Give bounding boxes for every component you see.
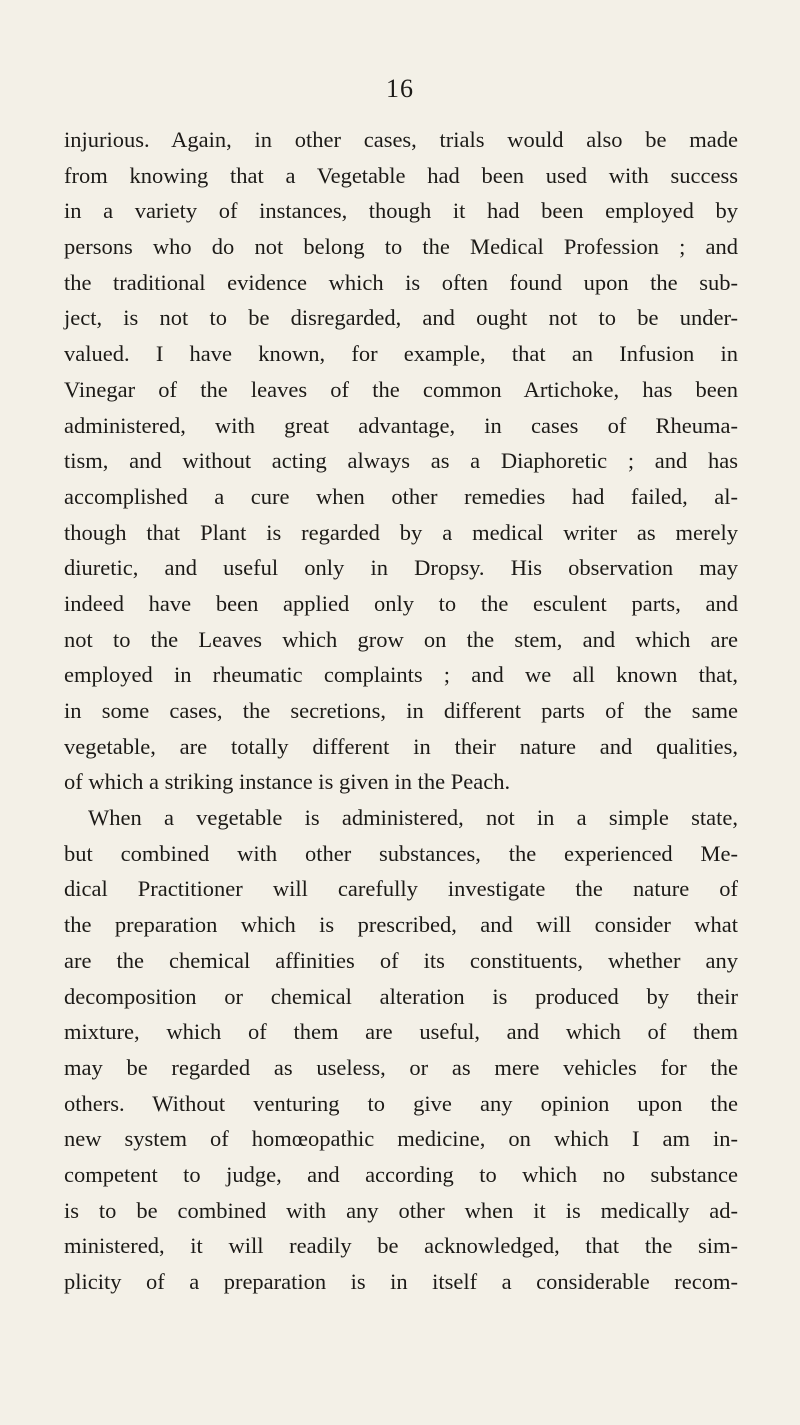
text-line: employed in rheumatic complaints ; and we all known that, [64,662,738,688]
text-line: though that Plant is regarded by a medical writer as merely [64,519,738,545]
text-line: is to be combined with any other when it is medically ad- [64,1197,738,1223]
text-line: decomposition or chemical alteration is produced by their [64,983,738,1009]
text-line: injurious. Again, in other cases, trials would also be made [64,127,738,152]
text-line: persons who do not belong to the Medical Profession ; and [64,234,738,260]
text-line: mixture, which of them are useful, and which of them [64,1019,738,1045]
page-number: 16 [386,74,414,103]
text-line: not to the Leaves which grow on the stem, and which are [64,626,738,652]
text-line: plicity of a preparation is in itself a considerable recom- [64,1269,738,1294]
text-line: Vinegar of the leaves of the common Artichoke, has been [64,376,738,402]
text-line: are the chemical affinities of its constituents, whether any [64,947,738,973]
text-line: dical Practitioner will carefully investigate the nature of [64,876,738,902]
text-line: ministered, it will readily be acknowledged, that the sim- [64,1233,738,1259]
text-line: may be regarded as useless, or as mere vehicles for the [64,1054,738,1080]
text-line: in a variety of instances, though it had been employed by [64,198,738,224]
text-line: but combined with other substances, the experienced Me- [64,840,738,866]
text-line: from knowing that a Vegetable had been used with success [64,162,738,188]
text-line: diuretic, and useful only in Dropsy. His observation may [64,555,738,581]
text-line: ject, is not to be disregarded, and ought not to be under- [64,305,738,331]
text-line: in some cases, the secretions, in different parts of the same [64,698,738,723]
text-line: tism, and without acting always as a Diaphoretic ; and has [64,448,738,474]
text-line: the traditional evidence which is often found upon the sub- [64,269,738,295]
text-line: indeed have been applied only to the esculent parts, and [64,590,738,616]
body-text [64,122,738,1300]
text-line: new system of homœopathic medicine, on which I am in- [64,1126,738,1152]
text-line: valued. I have known, for example, that an Infusion in [64,341,738,367]
text-line: competent to judge, and according to which no substance [64,1161,738,1187]
text-line: of which a striking instance is given in the Peach. [64,769,511,795]
text-line: When a vegetable is administered, not in a simple state, [88,805,738,831]
text-line: administered, with great advantage, in cases of Rheuma- [64,412,738,438]
text-line: accomplished a cure when other remedies had failed, al- [64,483,738,509]
text-line: the preparation which is prescribed, and will consider what [64,912,738,938]
text-line: vegetable, are totally different in their nature and qualities, [64,733,738,759]
text-line: others. Without venturing to give any opinion upon the [64,1090,738,1116]
